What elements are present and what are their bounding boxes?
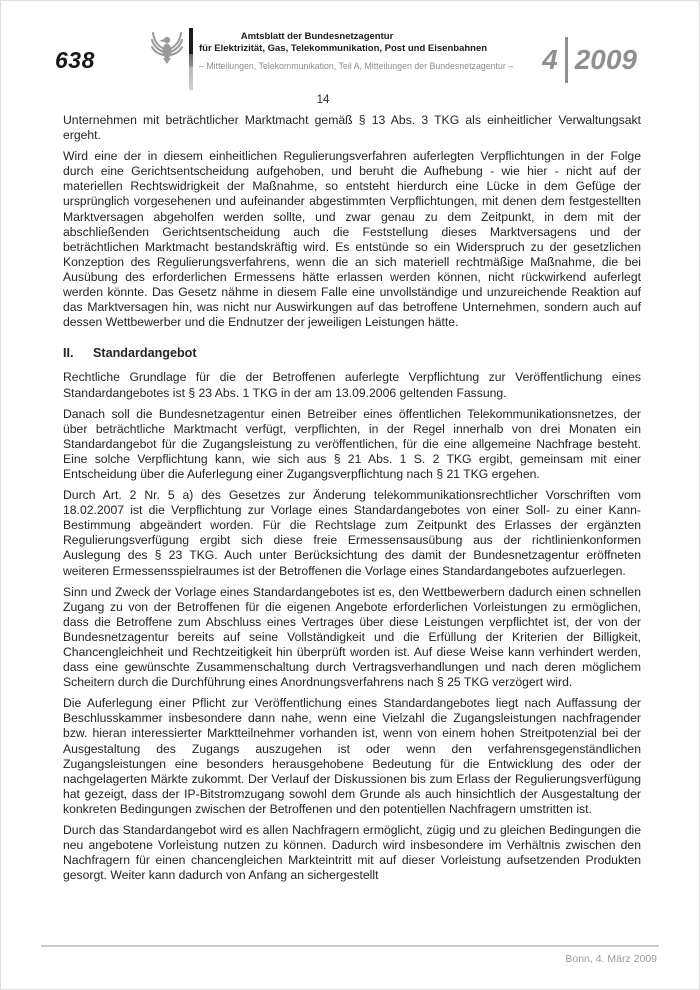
- masthead-title-line2: für Elektrizität, Gas, Telekommunikation, Post und Eisenbahnen: [199, 43, 488, 54]
- footer-rule: [41, 945, 659, 947]
- body-paragraph: Danach soll die Bundesnetzagentur einen Betreiber eines öffentlichen Telekommunikationsnetzes, der über beträchtliche Marktmacht verfügt, verpflichten, in der Regel innerhalb von drei Monaten ein Standardangebot für die Zugangsleistung zu veröffentlichen, für die eine allgemeine Nachfrage besteht. Eine solche Verpflichtung kann, wie sich aus § 21 Abs. 1 S. 2 TKG ergibt, gemeinsam mit einer Entscheidung über die Auferlegung einer Zugangsverpflichtung nach § 21 TKG ergehen.: [63, 406, 641, 481]
- section-number: II.: [63, 346, 74, 361]
- section-title: Standardangebot: [93, 346, 197, 361]
- issue-year: 2009: [574, 44, 637, 75]
- body-paragraph: Durch das Standardangebot wird es allen Nachfragern ermöglicht, zügig und zu gleichen Bedingungen die neu angebotene Vorleistung nutzen zu können. Dadurch wird insbesondere im Verhältnis zwischen den Nachfragern für einen chancengleichen Markteintritt mit auf dieser Vorleistung aufsetzenden Produkten gesorgt. Weiter kann dadurch von Anfang an sichergestellt: [63, 823, 641, 883]
- masthead-title-line1: Amtsblatt der Bundesnetzagentur: [240, 31, 394, 42]
- issue-identifier: [542, 37, 637, 83]
- paragraphs-top: [63, 113, 641, 330]
- masthead: [199, 31, 514, 72]
- header-divider-bar: [189, 28, 193, 90]
- header-page-number: 638: [55, 47, 95, 73]
- issue-separator-bar: [565, 37, 568, 83]
- body-paragraph: Durch Art. 2 Nr. 5 a) des Gesetzes zur Änderung telekommunikationsrechtlicher Vorschriften vom 18.02.2007 ist die Verpflichtung zur Vorlage eines Standardangebotes von einer Soll- zu einer Kann-Bestimmung abgeändert worden. Für die Rechtslage zum Zeitpunkt des Erlasses der ergänzten Regulierungsverfügung ergibt sich diese freie Ermessensausübung aus der richtlinienkonformen Auslegung des § 23 TKG. Auch unter Berücksichtung des damit der Bundesnetzagentur eröffneten weiteren Ermessensspielraumes ist der Betroffenen die Vorlage eines Standardangebotes aufzuerlegen.: [63, 488, 641, 578]
- page-number: 14: [316, 94, 330, 106]
- body-paragraph: Wird eine der in diesem einheitlichen Regulierungsverfahren auferlegten Verpflichtungen in der Folge durch eine Gerichtsentscheidung aufgehoben, und beruht die Aufhebung - wie hier - nicht auf der materiellen Rechtswidrigkeit der Maßnahme, so entsteht hierdurch eine Lücke in dem Gefüge der ursprünglich vorgesehenen und aufeinander abgestimmten Verpflichtungen, mit denen dem festgestellten Marktversagen abgeholfen werden sollte, und zwar genau zu dem Zeitpunkt, in dem mit der abschließenden Gerichtsentscheidung auch die Feststellung dieses Marktversagens und der beträchtlichen Marktmacht bestandskräftig wird. Es entstünde so ein Widerspruch zu der gesetzlichen Konzeption des Regulierungsverfahrens, wenn die an sich materiell rechtmäßige Maßnahme, die bei Ausübung des erforderlichen Ermessens hätte erlassen werden können, nicht rückwirkend auferlegt werden könnte. Das Gesetz nähme in diesem Falle eine unvollständige und unzureichende Reaktion auf das Marktversagen hin, was nicht nur Auswirkungen auf das betroffene Unternehmen, sondern auch auf dessen Wettbewerber und die Endnutzer der jeweiligen Leistungen hätte.: [63, 149, 641, 330]
- paragraphs-bottom: [63, 370, 641, 883]
- body-paragraph: Sinn und Zweck der Vorlage eines Standardangebotes ist es, den Wettbewerbern dadurch einen schnellen Zugang zu von der Betroffenen für die eigenen Angebote erforderlichen Vorleistungen zu ermöglichen, dass die Betroffene zum Abschluss eines Vertrages über diese Leistungen verpflichtet ist, der von der Bundesnetzagentur bereits auf seine Vollständigkeit und die Erfüllung der Kriterien der Billigkeit, Chancengleichheit und Rechtzeitigkeit hin überprüft worden ist. Auf diese Weise kann verhindert werden, dass eine gewünschte Zusammenschaltung durch Vertragsverhandlungen und nach deren möglichem Scheitern durch die Durchführung eines Anordnungsverfahrens nach § 25 TKG verzögert wird.: [63, 584, 641, 690]
- footer-dateline: Bonn, 4. März 2009: [565, 953, 657, 965]
- body-paragraph: Unternehmen mit beträchtlicher Marktmacht gemäß § 13 Abs. 3 TKG als einheitlicher Verwaltungsakt ergeht.: [63, 113, 641, 143]
- body-paragraph: Rechtliche Grundlage für die der Betroffenen auferlegte Verpflichtung zur Veröffentlichung eines Standardangebotes ist § 23 Abs. 1 TKG in der am 13.09.2006 geltenden Fassung.: [63, 370, 641, 400]
- section-heading: [63, 346, 641, 361]
- issue-number: 4: [542, 44, 558, 75]
- body-paragraph: Die Auferlegung einer Pflicht zur Veröffentlichung eines Standardangebotes liegt nach Auffassung der Beschlusskammer insbesondere dann nahe, wenn eine Vielzahl die Zugangsleistungen nachfragender bzw. hieran interessierter Marktteilnehmer vorhanden ist, wenn von einem hohen Streitpotenzial bei der Ausgestaltung des Zugangs auszugehen ist oder wenn den verfahrensgegenständlichen Zugangsleistungen eine besonders herausgehobene Bedeutung für die Entwicklung des oder der nachgelagerten Märkte zukommt. Der Verlauf der Diskussionen bis zum Erlass der Regulierungsverfügung hat gezeigt, dass der IP-Bitstromzugang sowohl dem Grunde als auch hinsichtlich der Ausgestaltung der konkreten Bedingungen zwischen der Betroffenen und den potentiellen Nachfragern umstritten ist.: [63, 696, 641, 816]
- federal-eagle-icon: [149, 29, 185, 65]
- masthead-subtitle: – Mitteilungen, Telekommunikation, Teil A, Mitteilungen der Bundesnetzagentur –: [199, 61, 514, 71]
- document-body: [63, 113, 641, 937]
